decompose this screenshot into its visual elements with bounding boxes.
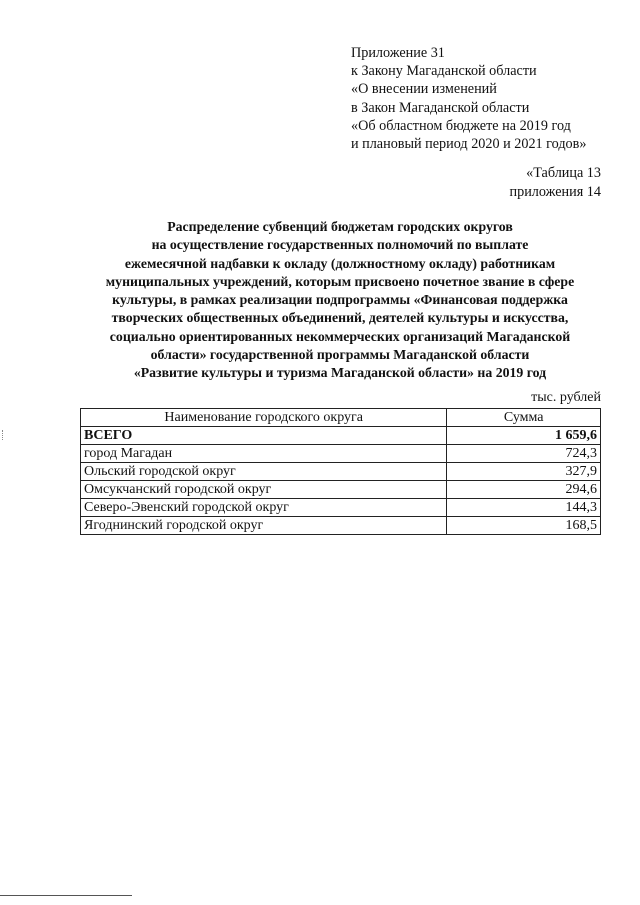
table-row (81, 445, 601, 463)
annex-line: Приложение 31 (351, 45, 445, 61)
title-line: муниципальных учреждений, которым присвоено почетное звание в сфере (105, 273, 575, 289)
annex-note (351, 44, 586, 153)
annex-line: «Об областном бюджете на 2019 год (351, 117, 571, 134)
district-sum: 168,5 (447, 517, 601, 535)
title-line: культуры, в рамках реализации подпрограммы «Финансовая поддержка (112, 292, 568, 308)
subvention-table (80, 408, 601, 535)
district-name: Омсукчанский городской округ (81, 481, 447, 499)
district-name: город Магадан (81, 445, 447, 463)
title-line: Распределение субвенций бюджетам городских округов (167, 219, 513, 234)
header-name: Наименование городского округа (81, 409, 447, 427)
annex-line: «О внесении изменений (351, 81, 497, 98)
title-line: ежемесячной надбавки к окладу (должностному окладу) работникам (124, 255, 556, 271)
footer-rule (0, 895, 132, 896)
district-name: Северо-Эвенский городской округ (81, 499, 447, 517)
table-header-row (81, 409, 601, 427)
total-sum: 1 659,6 (447, 427, 601, 445)
district-sum: 294,6 (447, 481, 601, 499)
district-sum: 144,3 (447, 499, 601, 517)
table-row (81, 517, 601, 535)
annex-line: в Закон Магаданской области (351, 99, 530, 116)
document-title (70, 218, 610, 383)
annex-line: к Закону Магаданской области (351, 63, 537, 80)
header-sum: Сумма (447, 409, 601, 427)
units-label: тыс. рублей (531, 390, 601, 405)
title-line: «Развитие культуры и туризма Магаданской области» на 2019 год (133, 365, 547, 381)
table-ref-line: «Таблица 13 (526, 165, 601, 181)
title-line: области» государственной программы Магаданской области (150, 347, 530, 363)
title-line: социально ориентированных некоммерческих организаций Магаданской (109, 328, 571, 344)
table-row (81, 481, 601, 499)
table-reference (510, 164, 601, 201)
title-line: творческих общественных объединений, деятелей культуры и искусства, (111, 310, 569, 326)
table-row (81, 463, 601, 481)
title-line: на осуществление государственных полномочий по выплате (151, 237, 529, 253)
total-name: ВСЕГО (81, 427, 447, 445)
district-name: Ольский городской округ (81, 463, 447, 481)
district-name: Ягоднинский городской округ (81, 517, 447, 535)
table-row (81, 499, 601, 517)
district-sum: 724,3 (447, 445, 601, 463)
total-row (81, 427, 601, 445)
district-sum: 327,9 (447, 463, 601, 481)
table-ref-line: приложения 14 (509, 183, 601, 200)
annex-line: и плановый период 2020 и 2021 годов» (351, 136, 587, 153)
scan-artifact (2, 430, 5, 440)
